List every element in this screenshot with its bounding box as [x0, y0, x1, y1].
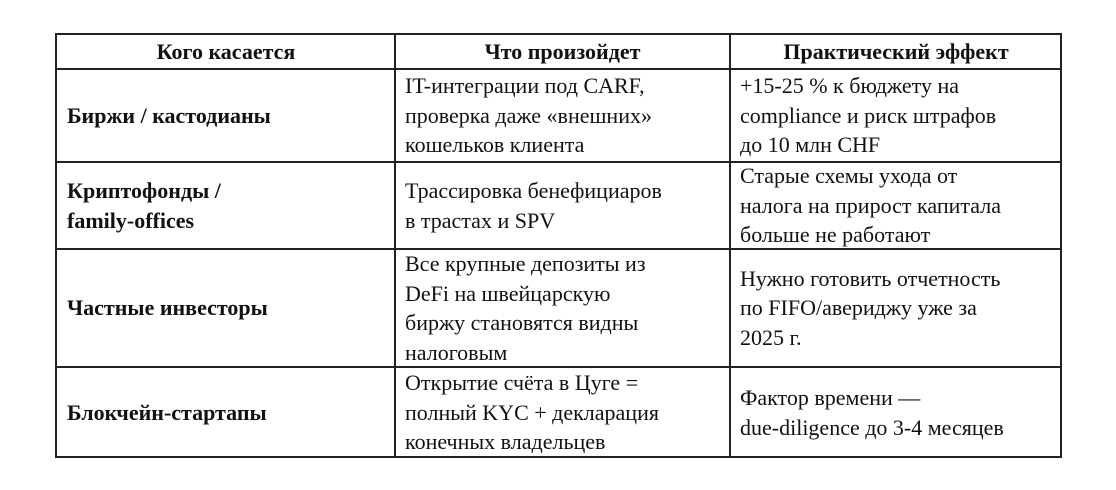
cell-text-line: Биржи / кастодианы [67, 102, 271, 128]
cell-effect [730, 162, 1062, 249]
header-effect [730, 35, 1062, 69]
cell-effect [730, 249, 1062, 367]
cell-text-line: налога на прирост капитала [740, 192, 1001, 218]
cell-text-line: Открытие счёта в Цуге = [405, 370, 639, 396]
cell-text-line: Старые схемы ухода от [740, 163, 958, 189]
cell-change [395, 249, 730, 367]
cell-text-line: конечных владельцев [405, 429, 606, 455]
cell-text-line: Все крупные депозиты из [405, 251, 646, 276]
cell-text-line: Частные инвесторы [67, 295, 268, 321]
cell-text-line: до 10 млн CHF [740, 132, 881, 158]
header-change [395, 35, 730, 69]
cell-text-line: Фактор времени — [740, 385, 921, 410]
cell-text-line: полный KYC + декларация [405, 399, 659, 425]
cell-audience [57, 367, 395, 458]
cell-text-line: family-offices [67, 207, 195, 233]
cell-text-line: 2025 г. [740, 324, 802, 350]
cell-text-line: налоговым [405, 339, 508, 365]
cell-effect [730, 69, 1062, 162]
cell-text-line: DeFi на швейцарскую [405, 280, 611, 306]
cell-audience [57, 162, 395, 249]
cell-text-line: в трастах и SPV [405, 207, 556, 233]
cell-text-line: проверка даже «внешних» [405, 102, 652, 128]
cell-change [395, 367, 730, 458]
cell-text-line: +15-25 % к бюджету на [740, 73, 959, 99]
cell-text-line: IT-интеграции под CARF, [405, 73, 645, 99]
comparison-table [55, 33, 1062, 458]
header-label: Кого касается [156, 39, 296, 65]
cell-text-line: Трассировка бенефициаров [405, 178, 662, 203]
header-label: Что произойдет [484, 39, 641, 65]
cell-text-line: Нужно готовить отчетность [740, 265, 1001, 291]
cell-text-line: по FIFO/авериджу уже за [740, 295, 977, 321]
cell-effect [730, 367, 1062, 458]
cell-text-line: Блокчейн-стартапы [67, 399, 267, 425]
cell-text-line: due-diligence до 3-4 месяцев [740, 414, 1004, 440]
header-audience [57, 35, 395, 69]
cell-text-line: больше не работают [740, 222, 931, 248]
cell-change [395, 69, 730, 162]
cell-text-line: compliance и риск штрафов [740, 102, 997, 128]
cell-text-line: кошельков клиента [405, 132, 585, 158]
cell-text-line: биржу становятся видны [405, 310, 639, 335]
cell-audience [57, 249, 395, 367]
cell-text-line: Криптофонды / [67, 178, 221, 203]
cell-change [395, 162, 730, 249]
cell-audience [57, 69, 395, 162]
header-label: Практический эффект [783, 39, 1009, 65]
